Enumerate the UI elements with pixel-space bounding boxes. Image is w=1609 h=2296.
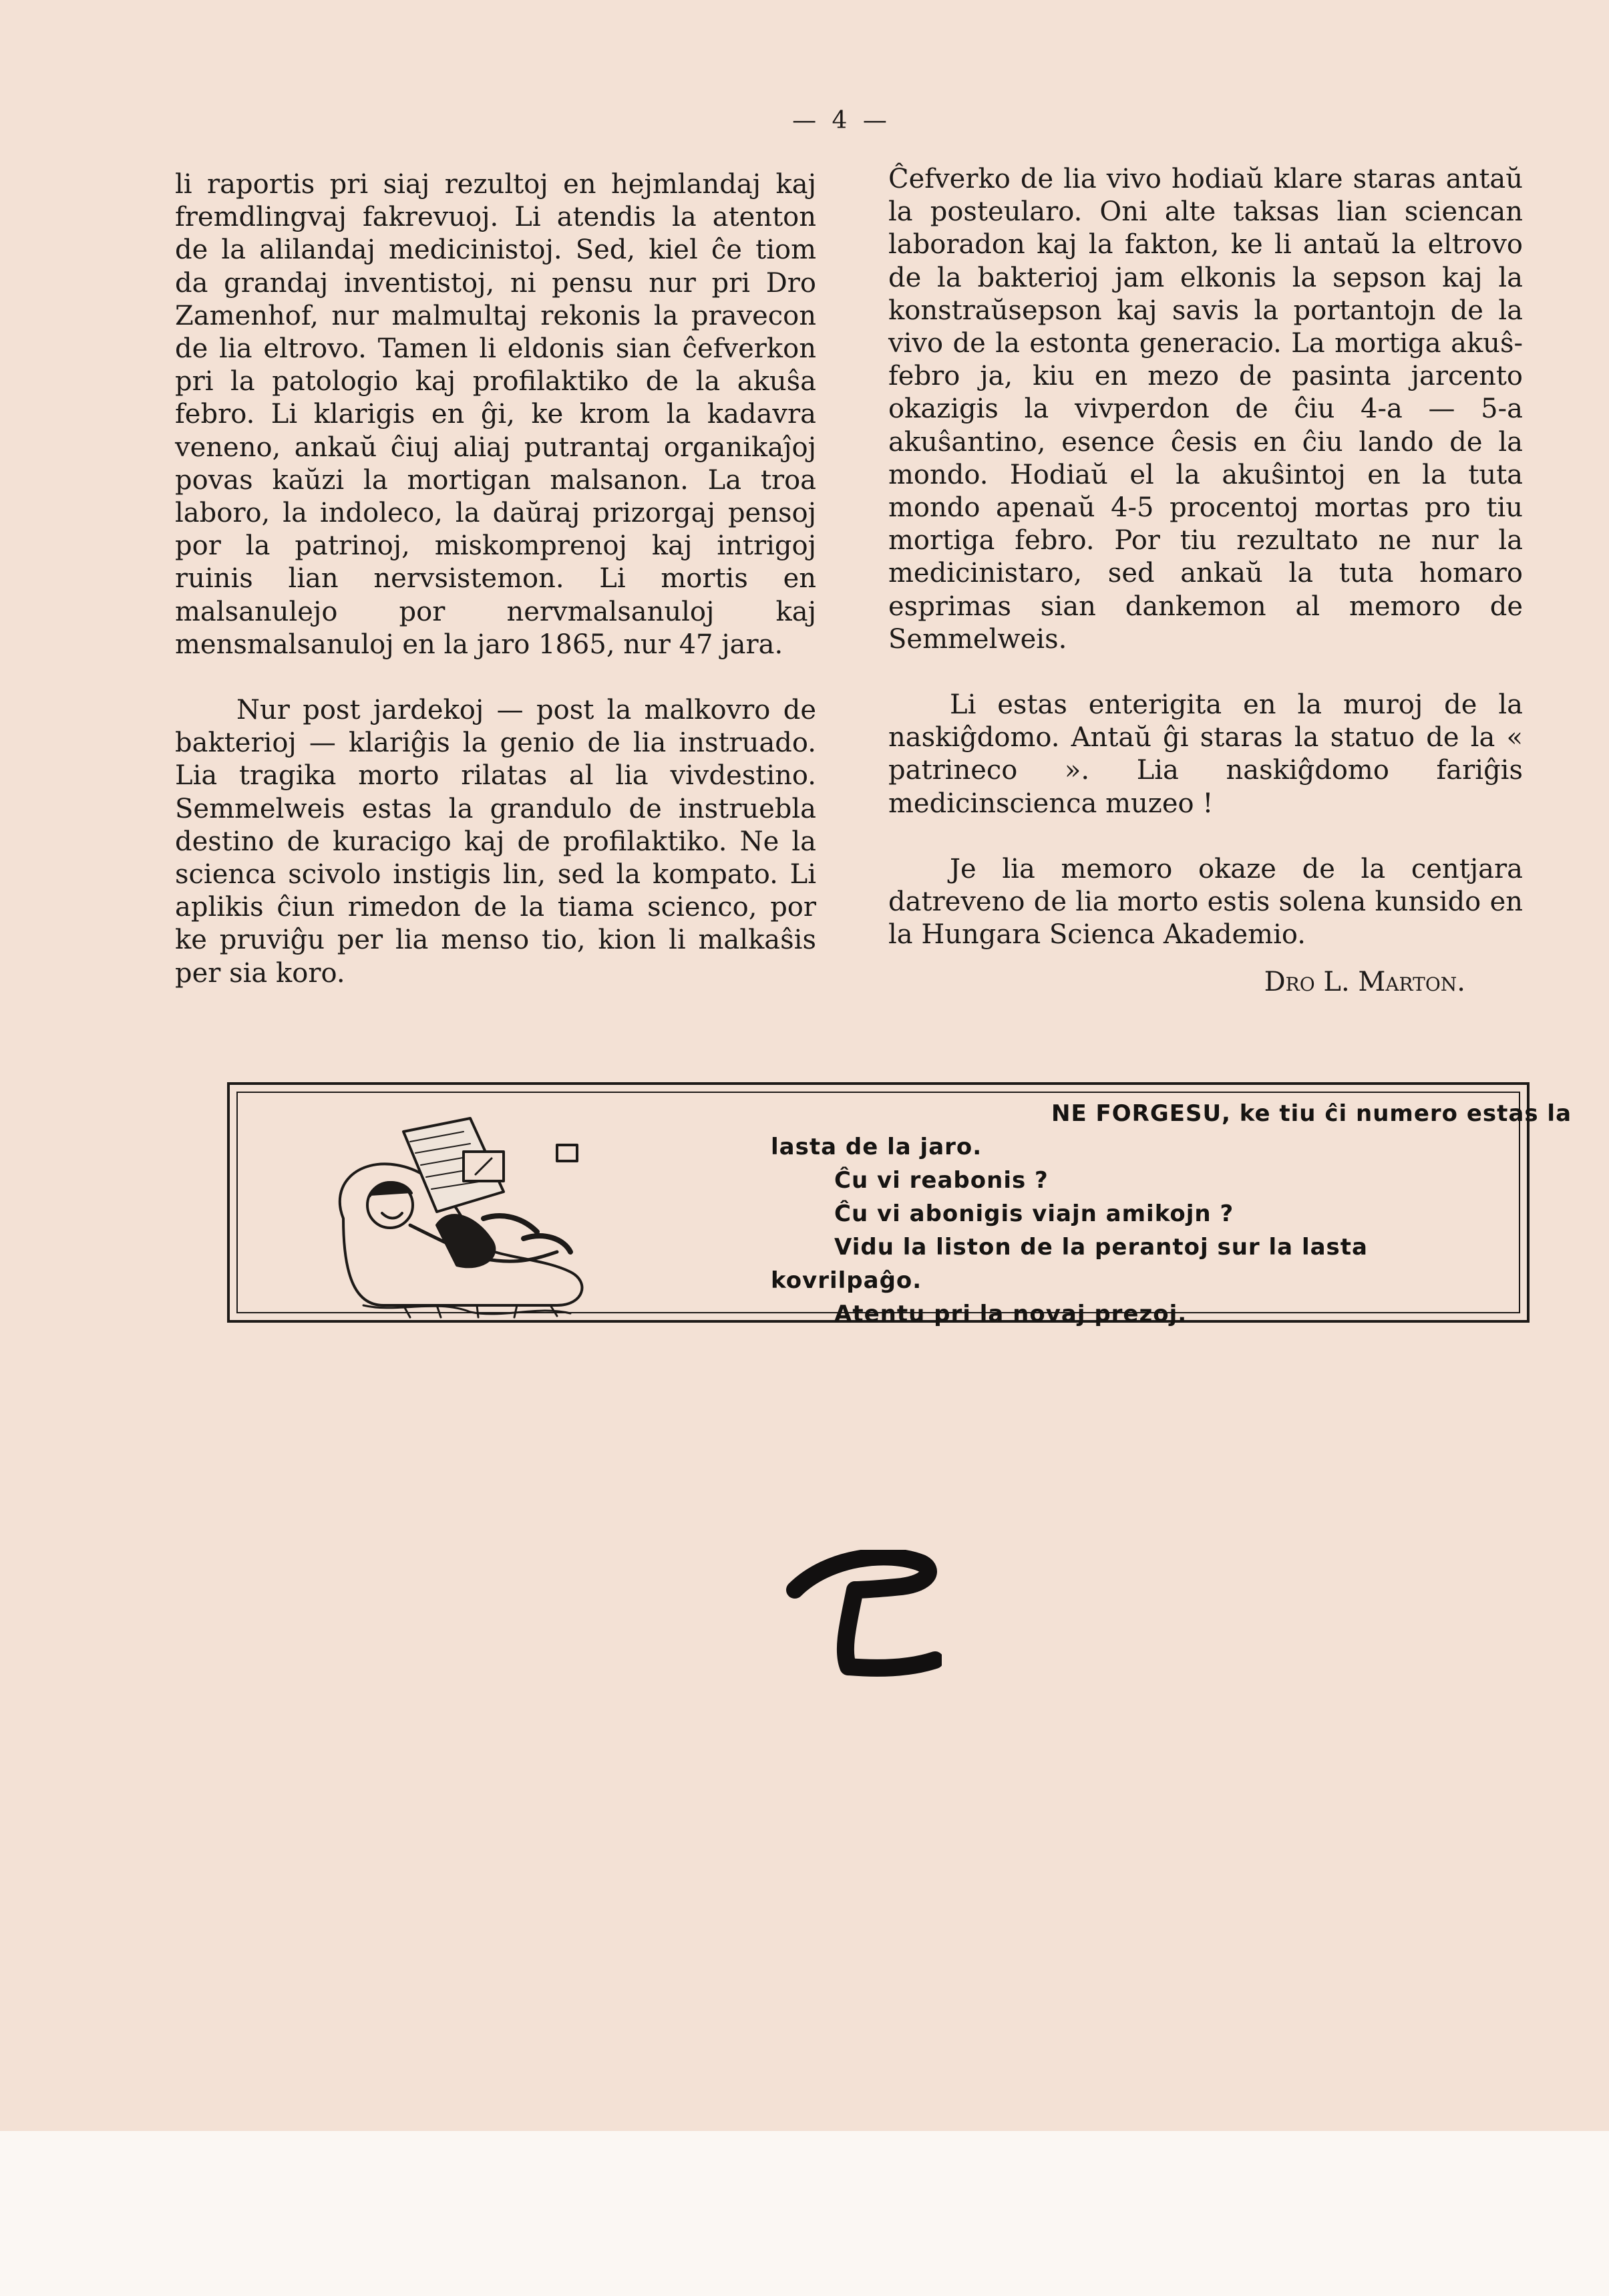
right-paragraph-1: Ĉefverko de lia vivo hodiaŭ klare staras antaŭ la posteularo. Oni alte taksas lian sciencan laboradon kaj la fakton, ke li antaŭ la eltrovo de la bakterioj jam elkonis la sepson kaj la konstraŭsepson kaj savis la portantojn de la vivo de la estonta generacio. La mortiga akuŝ-febro ja, kiu en mezo de pasinta jarcento okazigis la vivperdon de ĉiu 4-a — 5-a akuŝantino, esence ĉesis en ĉiu lando de la mondo. Hodiaŭ el la akuŝintoj en la tuta mondo apenaŭ 4-5 procentoj mortas pro tiu mortiga febro. Por tiu rezultato ne nur la medicinistaro, sed ankaŭ la tuta homaro esprimas sian dankemon al memoro de Semmelweis. bbox=[888, 164, 1523, 655]
left-column bbox=[175, 168, 816, 990]
reader-cartoon-icon bbox=[303, 1105, 624, 1319]
author-signature: Dro L. Marton. bbox=[1264, 967, 1465, 998]
page-number: — 4 — bbox=[792, 107, 891, 134]
ink-swash-mark bbox=[781, 1550, 942, 1683]
notice-line-5: Vidu la liston de la perantoj sur la lasta bbox=[834, 1234, 1368, 1261]
notice-line-4: Ĉu vi abonigis viajn amikojn ? bbox=[834, 1200, 1234, 1227]
left-paragraph-2: Nur post jardekoj — post la malkovro de bakterioj — klariĝis la genio de lia instruado. Lia tragika morto rilatas al lia vivdestino. Semmelweis estas la grandulo de instruebla destino de kuracigo kaj de profilaktiko. Ne la scienca scivolo instigis lin, sed la kompato. Li aplikis ĉiun rimedon de la tiama scienco, por ke pruviĝu per lia menso tio, kion li malkaŝis per sia koro. bbox=[175, 695, 816, 989]
notice-line-2: lasta de la jaro. bbox=[771, 1134, 982, 1160]
scan-margin bbox=[0, 2131, 1609, 2296]
right-paragraph-3: Je lia memoro okaze de la centjara datreveno de lia morto estis solena kunsido en la Hungara Scienca Akademio. bbox=[888, 853, 1523, 951]
subscription-notice-box bbox=[227, 1082, 1572, 1327]
right-paragraph-2: Li estas enterigita en la muroj de la naskiĝdomo. Antaŭ ĝi staras la statuo de la « patrineco ». Lia naskiĝdomo fariĝis medicinscienca muzeo ! bbox=[888, 689, 1523, 819]
notice-line-7: Atentu pri la novaj prezoj. bbox=[834, 1301, 1188, 1327]
right-column bbox=[888, 163, 1523, 999]
notice-line-1: NE FORGESU, ke tiu ĉi numero estas la bbox=[1051, 1100, 1572, 1127]
notice-line-6: kovrilpaĝo. bbox=[771, 1267, 922, 1294]
left-paragraph-1: li raportis pri siaj rezultoj en hejmlandaj kaj fremdlingvaj fakrevuoj. Li atendis la atenton de la alilandaj medicinistoj. Sed, kiel ĉe tiom da grandaj inventistoj, ni pensu nur pri Dro Zamenhof, nur malmultaj rekonis la pravecon de lia eltrovo. Tamen li eldonis sian ĉefverkon pri la patologio kaj profilaktiko de la akuŝa febro. Li klarigis en ĝi, ke krom la kadavra veneno, ankaŭ ĉiuj aliaj putrantaj organikaĵoj povas kaŭzi la mortigan malsanon. La troa laboro, la indoleco, la daŭraj prizorgaj pensoj por la patrinoj, miskomprenoj kaj intrigoj ruinis lian nervsistemon. Li mortis en malsanulejo por nervmalsanuloj kaj mensmalsanuloj en la jaro 1865, nur 47 jara. bbox=[175, 169, 816, 660]
notice-text bbox=[771, 1097, 1572, 1331]
notice-line-3: Ĉu vi reabonis ? bbox=[834, 1167, 1049, 1194]
